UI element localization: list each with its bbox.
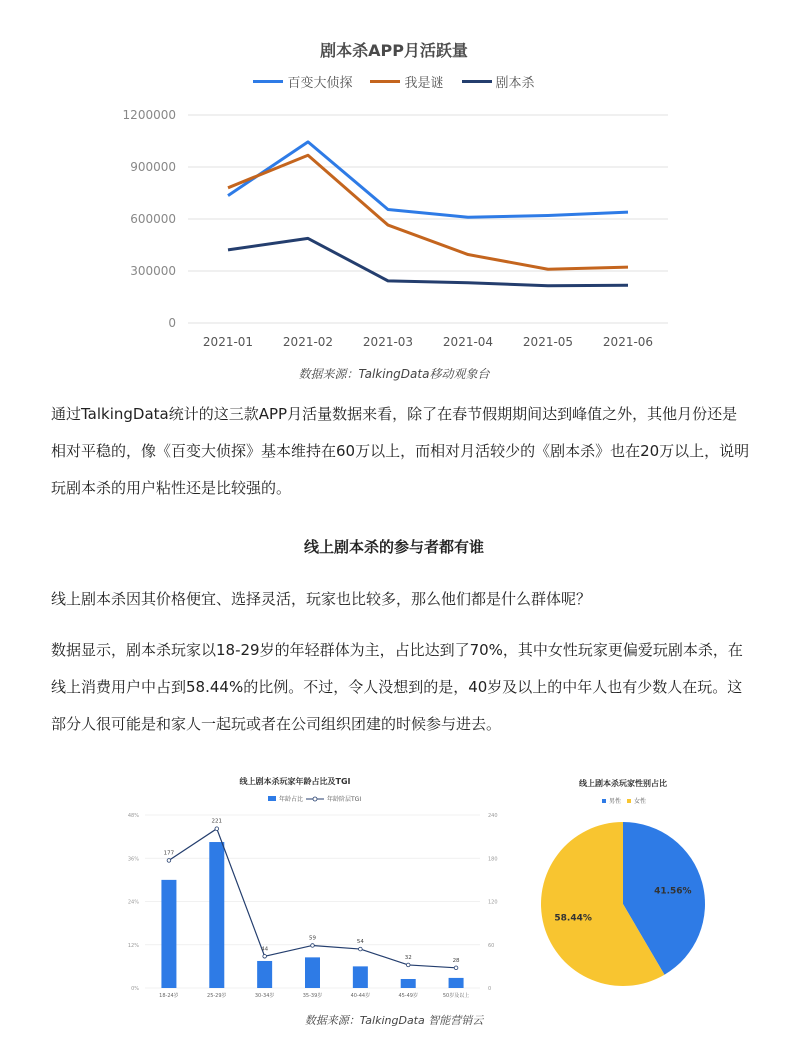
x-tick-label: 2021-05	[522, 335, 574, 349]
legend-label: 年龄占比	[279, 796, 304, 803]
y-tick-label: 1200000	[122, 108, 176, 122]
chart3-legend	[602, 796, 646, 805]
bar-18-24岁	[161, 880, 176, 988]
tgi-point	[215, 827, 219, 831]
y-left-tick-label: 12%	[127, 942, 139, 949]
series-line-剧本杀	[228, 238, 628, 285]
legend-label: 男性	[609, 798, 622, 805]
y-left-tick-label: 0%	[131, 986, 139, 992]
tgi-data-label: 59	[309, 935, 316, 942]
tgi-point	[359, 947, 363, 951]
chart1-legend	[0, 72, 788, 91]
y-right-tick-label: 0	[488, 986, 492, 992]
y-left-tick-label: 36%	[127, 856, 139, 863]
source-caption-1: 数据来源：TalkingData移动观象台	[298, 367, 490, 381]
pie-data-label: 58.44%	[554, 913, 592, 924]
pie-chart	[530, 820, 730, 1000]
tgi-data-label: 44	[261, 946, 269, 953]
legend-line-swatch	[306, 796, 324, 802]
x-tick-label: 18-24岁	[159, 993, 179, 999]
x-tick-label: 25-29岁	[207, 993, 227, 999]
section-heading: 线上剧本杀的参与者都有谁	[303, 538, 484, 556]
chart1-title: 剧本杀APP月活跃量	[320, 41, 468, 60]
legend-label: 年龄阶层TGI	[327, 796, 362, 803]
legend-item-series-3	[462, 72, 535, 91]
tgi-data-label: 221	[211, 818, 223, 825]
x-tick-label: 2021-03	[362, 335, 414, 349]
tgi-data-label: 54	[356, 939, 364, 946]
pie-data-label: 41.56%	[654, 886, 692, 897]
legend-swatch	[253, 80, 283, 83]
legend-item-series-2	[370, 72, 443, 91]
bar-40-44岁	[353, 966, 368, 988]
chart3-title: 线上剧本杀玩家性别占比	[579, 779, 667, 788]
bar-25-29岁	[209, 842, 224, 988]
x-tick-label: 40-44岁	[350, 993, 371, 999]
x-tick-label: 2021-02	[282, 335, 334, 349]
tgi-point	[406, 963, 410, 967]
paragraph-2: 线上剧本杀因其价格便宜、选择灵活，玩家也比较多，那么他们都是什么群体呢？	[51, 590, 592, 608]
tgi-point	[167, 859, 171, 863]
y-tick-label: 600000	[130, 212, 176, 226]
x-tick-label: 2021-04	[442, 335, 494, 349]
x-tick-label: 2021-06	[602, 335, 654, 349]
chart2-title: 线上剧本杀玩家年龄占比及TGI	[239, 777, 351, 786]
y-left-tick-label: 24%	[127, 899, 139, 906]
legend-swatch	[268, 796, 276, 801]
line-chart	[0, 95, 788, 360]
y-tick-label: 900000	[130, 160, 176, 174]
legend-swatch	[602, 799, 606, 803]
y-right-tick-label: 180	[488, 856, 498, 863]
chart2-legend	[268, 794, 361, 803]
y-tick-label: 300000	[130, 264, 176, 278]
x-tick-label: 50岁及以上	[442, 993, 470, 999]
x-tick-label: 35-39岁	[302, 993, 323, 999]
legend-label: 女性	[634, 798, 647, 805]
tgi-data-label: 32	[404, 954, 412, 961]
tgi-point	[454, 966, 458, 970]
paragraph-1: 通过TalkingData统计的这三款APP月活量数据来看，除了在春节假期期间达到峰值之外，其他月份还是相对平稳的，像《百变大侦探》基本维持在60万以上，而相对月活较少的《剧本杀》也在20万以上，说明玩剧本杀的用户粘性还是比较强的。	[51, 405, 750, 497]
x-tick-label: 45-49岁	[398, 993, 418, 999]
legend-swatch	[370, 80, 400, 83]
x-tick-label: 30-34岁	[254, 993, 275, 999]
y-right-tick-label: 120	[488, 899, 498, 906]
legend-label: 剧本杀	[495, 76, 535, 91]
tgi-point	[263, 954, 267, 958]
paragraph-3: 数据显示，剧本杀玩家以18-29岁的年轻群体为主，占比达到了70%，其中女性玩家更偏爱玩剧本杀，在线上消费用户中占到58.44%的比例。不过，令人没想到的是，40岁及以上的中年人也有少数人在玩。这部分人很可能是和家人一起玩或者在公司组织团建的时候参与进去。	[51, 641, 743, 733]
x-tick-label: 2021-01	[202, 335, 254, 349]
y-right-tick-label: 60	[488, 942, 495, 949]
bar-30-34岁	[257, 961, 272, 988]
y-left-tick-label: 48%	[127, 813, 139, 819]
tgi-point	[311, 944, 315, 948]
y-right-tick-label: 240	[488, 813, 498, 819]
source-caption-2: 数据来源：TalkingData 智能营销云	[304, 1014, 484, 1027]
legend-swatch	[627, 799, 631, 803]
y-tick-label: 0	[168, 316, 176, 330]
bar-35-39岁	[305, 957, 320, 988]
legend-label: 我是谜	[404, 76, 444, 91]
series-line-百变大侦探	[228, 142, 628, 217]
bar-45-49岁	[401, 979, 416, 988]
bar-line-chart	[100, 805, 520, 1005]
legend-item-series-1	[253, 72, 352, 91]
legend-label: 百变大侦探	[287, 76, 353, 91]
tgi-data-label: 177	[163, 850, 175, 857]
legend-swatch	[462, 80, 492, 83]
bar-50岁及以上	[449, 978, 464, 988]
tgi-data-label: 28	[452, 957, 460, 964]
